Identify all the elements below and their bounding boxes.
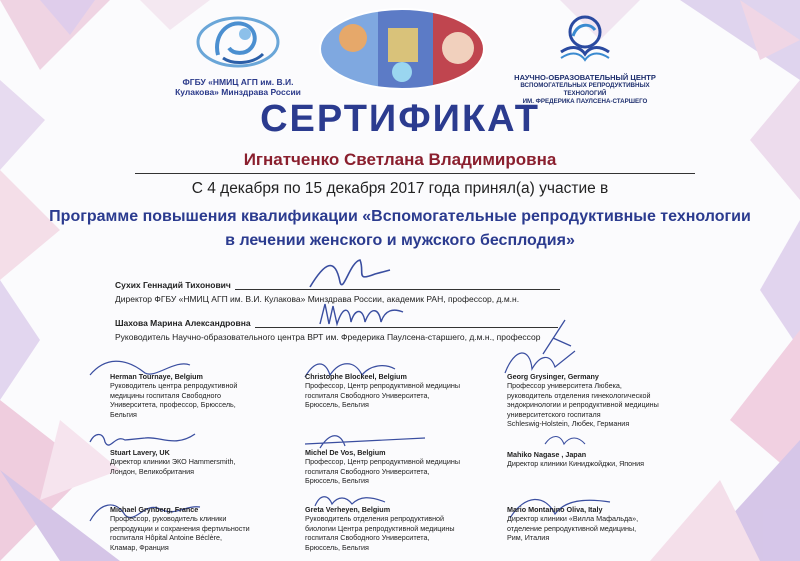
faculty-grysinger — [507, 372, 692, 428]
faculty-description: Профессор университета Любека, руководитель отделения гинекологической эндокринологии и репродуктивной медицины университетского госпиталя Schleswig-Holstein, Любек, Германия — [507, 381, 659, 429]
org-left-name: ФГБУ «НМИЦ АГП им. В.И. Кулакова» Минздрава России — [175, 77, 301, 97]
faculty-blockeel — [305, 372, 485, 410]
faculty-verheyen — [305, 505, 485, 552]
signer-head-name: Шахова Марина Александровна — [115, 318, 251, 328]
participation-text: С 4 декабря по 15 декабря 2017 года принял(а) участие в — [191, 180, 609, 197]
faculty-name: Michel De Vos, Belgium — [305, 448, 386, 457]
faculty-nagase — [507, 450, 692, 469]
signature-director-icon — [305, 252, 395, 297]
faculty-name: Stuart Lavery, UK — [110, 448, 170, 457]
faculty-description: Руководитель центра репродуктивной медицины госпиталя Свободного Университета, профессор, Брюссель, Бельгия — [110, 381, 238, 419]
certificate-title: СЕРТИФИКАТ — [260, 98, 540, 140]
org-right-subtitle-2: ИМ. ФРЕДЕРИКА ПАУЛСЕНА-СТАРШЕГО — [522, 98, 648, 105]
faculty-description: Профессор, Центр репродуктивной медицины госпиталя Свободного Университета, Брюссель, Бельгия — [305, 457, 460, 486]
faculty-oliva — [507, 505, 692, 543]
faculty-description: Директор клиники ЭКО Hammersmith, Лондон, Великобритания — [110, 457, 236, 476]
recipient-name: Игнатченко Светлана Владимировна — [243, 150, 557, 169]
faculty-description: Профессор, руководитель клиники репродукции и сохранения фертильности госпиталя Hôpital Antoine Béclère, Кламар, Франция — [110, 514, 250, 552]
faculty-name: Georg Grysinger, Germany — [507, 372, 599, 381]
mother-child-logo-icon — [193, 10, 283, 70]
faculty-description: Профессор, Центр репродуктивной медицины госпиталя Свободного Университета, Брюссель, Бельгия — [305, 381, 460, 410]
faculty-grynberg — [110, 505, 290, 552]
faculty-description: Директор клиники «Вилла Мафальда», отделение репродуктивной медицины, Рим, Италия — [507, 514, 639, 543]
signer-director-position: Директор ФГБУ «НМИЦ АГП им. В.И. Кулакова» Минздрава России, академик РАН, профессор, д.м.н. — [115, 294, 520, 304]
faculty-name: Mahiko Nagase , Japan — [507, 450, 587, 459]
faculty-description: Директор клиники Киниджойджи, Япония — [507, 459, 645, 469]
faculty-devos — [305, 448, 485, 486]
book-globe-logo-icon — [555, 14, 615, 62]
org-logo-left — [168, 10, 308, 97]
org-right-subtitle: ВСПОМОГАТЕЛЬНЫХ РЕПРОДУКТИВНЫХ ТЕХНОЛОГИЙ — [520, 82, 650, 97]
org-logo-right — [500, 14, 670, 106]
faculty-name: Mario Montanino Oliva, Italy — [507, 505, 603, 514]
faculty-tournaye — [110, 372, 290, 419]
faculty-name: Christophe Blockeel, Belgium — [305, 372, 407, 381]
signature-nagase-icon — [540, 432, 590, 450]
photo-collage-banner — [318, 8, 486, 90]
org-right-name: НАУЧНО-ОБРАЗОВАТЕЛЬНЫЙ ЦЕНТР — [514, 73, 656, 82]
recipient-underline — [135, 173, 695, 174]
signature-head-icon — [315, 296, 410, 332]
faculty-lavery — [110, 448, 290, 476]
faculty-name: Michael Grynberg, France — [110, 505, 199, 514]
signer-head-position: Руководитель Научно-образовательного центра ВРТ им. Фредерика Паулсена-старшего, д.м.н., профессор — [115, 332, 541, 342]
faculty-description: Руководитель отделения репродуктивной биологии Центра репродуктивной медицины госпиталя Свободного Университета, Брюссель, Бельгия — [305, 514, 455, 552]
faculty-name: Greta Verheyen, Belgium — [305, 505, 391, 514]
program-title: Программе повышения квалификации «Вспомогательные репродуктивные технологии в лечении женского и мужского бесплодия» — [49, 208, 751, 249]
faculty-name: Herman Tournaye, Belgium — [110, 372, 203, 381]
signer-director-name: Сухих Геннадий Тихонович — [115, 280, 231, 290]
